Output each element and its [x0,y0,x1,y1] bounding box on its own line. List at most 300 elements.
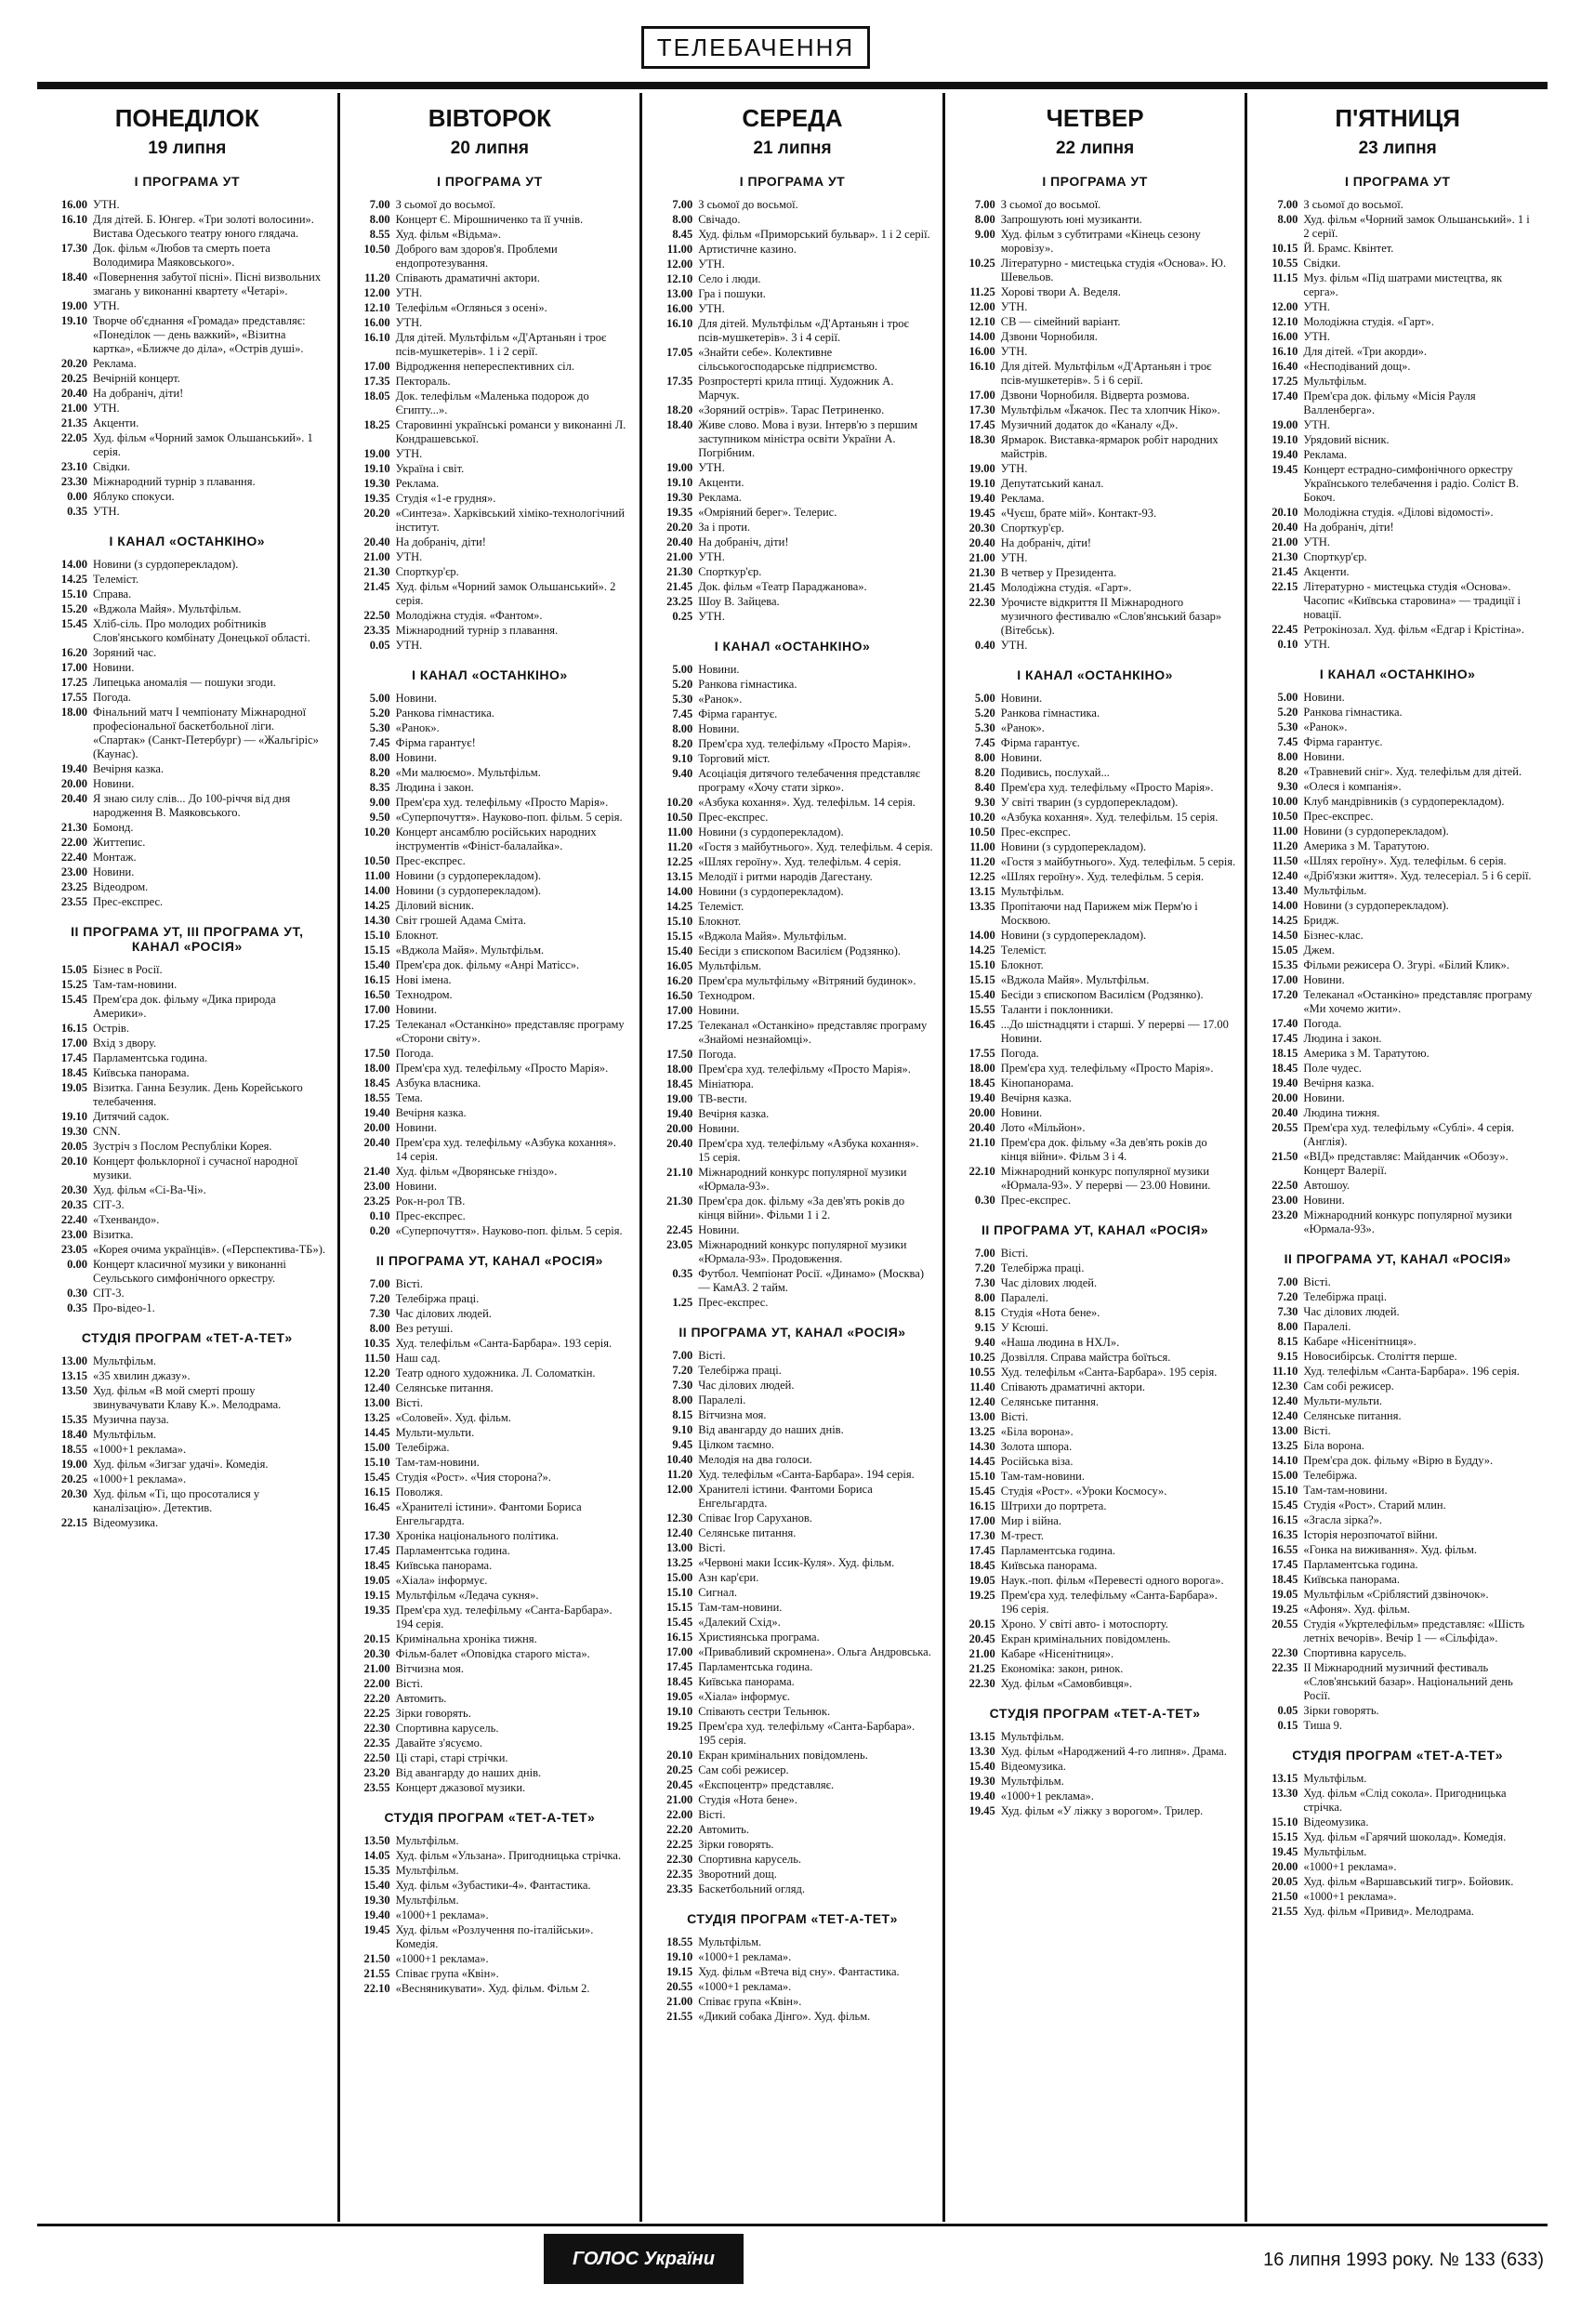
program-title: Вечірня казка. [1303,1076,1375,1089]
program-listing [1257,1905,1538,1919]
channel-heading: ІІ ПРОГРАМА УТ, ІІІ ПРОГРАМА УТ, КАНАЛ «РОСІЯ» [71,924,304,954]
program-time: 16.40 [1271,360,1298,373]
program-time: 22.35 [1271,1661,1298,1674]
program-title: Острів. [93,1022,129,1035]
program-title: Селянське питання. [1000,1395,1099,1408]
program-title: Там-там-новини. [93,978,178,991]
program-time: 18.25 [363,418,390,431]
program-title: Студія «Рост». «Уроки Космосу». [1000,1485,1167,1498]
program-title: УТН. [1303,535,1331,548]
program-listing [349,1864,631,1878]
program-time: 0.05 [1277,1704,1298,1717]
program-time: 21.00 [968,551,995,564]
program-time: 17.25 [666,1019,693,1032]
program-title: Співає група «Квін». [395,1967,499,1980]
program-title: Зірки говорять. [698,1838,774,1851]
program-listing [349,477,631,491]
program-time: 17.00 [60,661,87,674]
program-time: 15.35 [1271,958,1298,971]
program-listing [46,1487,328,1515]
program-time: 16.45 [968,1018,995,1031]
day-title: ВІВТОРОК [428,104,552,132]
program-title: ІІ Міжнародний музичний фестиваль «Слов'янський базар». Національний день Росії. [1303,1661,1513,1702]
program-time: 11.20 [1271,839,1298,852]
program-title: Вечірній концерт. [93,372,180,385]
program-title: Мультфільм. [93,1428,156,1441]
program-time: 17.45 [60,1051,87,1064]
program-listing [46,676,328,690]
program-listing [1257,1469,1538,1483]
program-time: 9.40 [974,1336,995,1349]
program-time: 7.30 [1277,1305,1298,1318]
program-title: Прем'єра худ. телефільму «Просто Марія». [698,1063,911,1076]
program-title: Прем'єра худ. телефільму «Азбука кохання». 15 серія. [698,1137,919,1164]
program-title: Прем'єра док. фільму «Вірю в Будду». [1303,1454,1494,1467]
program-listing [955,522,1236,535]
program-listing [46,1081,328,1109]
program-time: 15.15 [968,973,995,986]
program-time: 7.00 [369,198,390,211]
program-title: Телебіржа праці. [1000,1261,1085,1274]
program-title: СІТ-3. [93,1287,125,1300]
program-listing [652,722,933,736]
program-title: Худ. фільм «Самовбивця». [1000,1677,1133,1690]
program-title: Зворотний дощ. [698,1868,777,1881]
program-listing [46,792,328,820]
program-time: 5.20 [1277,706,1298,719]
program-listing [955,1351,1236,1365]
program-time: 18.45 [363,1559,390,1572]
program-time: 23.55 [60,895,87,908]
program-title: «Синтеза». Харківський хіміко-технологічний інститут. [395,507,626,534]
program-time: 11.40 [969,1380,995,1393]
program-time: 20.45 [666,1778,693,1791]
program-title: Мульти-мульти. [395,1426,475,1439]
program-title: Візитка. Ганна Безулик. День Корейського телебачення. [93,1081,303,1108]
program-time: 9.00 [369,796,390,809]
program-title: Фірма гарантує. [698,707,778,720]
program-listing [1257,1290,1538,1304]
program-listing [349,1879,631,1893]
program-title: Ретрокінозал. Худ. фільм «Едгар і Крістіна». [1303,623,1524,636]
program-time: 8.20 [369,766,390,779]
program-listing [349,692,631,706]
program-time: 19.15 [363,1589,390,1602]
program-listing [46,1037,328,1050]
program-title: УТН. [395,639,423,652]
program-listing [652,663,933,677]
program-time: 16.15 [363,1486,390,1499]
program-title: Мультфільм. [395,1894,459,1907]
program-listing [1257,1816,1538,1829]
program-title: Худ. фільм «Чорний замок Ольшанський». 1 і 2 серії. [1303,213,1530,240]
program-listing [955,781,1236,795]
program-listing [652,870,933,884]
program-listing [1257,1719,1538,1733]
program-listing [1257,418,1538,432]
program-listing [1257,944,1538,957]
program-title: На добраніч, діти! [395,535,486,548]
program-listing [955,1440,1236,1454]
program-title: Фінальний матч І чемпіонату Міжнародної професіональної баскетбольної ліги. «Спартак» (Санкт-Петербург) — «Жальгіріс» (Каунас). [93,706,319,760]
program-time: 16.10 [968,360,995,373]
program-time: 15.45 [60,993,87,1006]
day-date: 20 липня [450,139,529,158]
program-time: 21.30 [1271,550,1298,563]
program-time: 21.25 [968,1662,995,1675]
program-title: Відродження непереспективних сіл. [395,360,575,373]
program-time: 0.30 [67,1287,87,1300]
program-time: 7.20 [1277,1290,1298,1303]
program-listing [955,870,1236,884]
program-listing [349,1894,631,1908]
program-time: 15.45 [363,1471,390,1484]
program-listing [652,1468,933,1482]
program-time: 16.50 [363,988,390,1001]
program-time: 19.10 [1271,433,1298,446]
program-listing [349,1277,631,1291]
program-time: 10.00 [1271,795,1298,808]
program-listing [652,944,933,958]
program-time: 18.45 [1271,1062,1298,1075]
program-time: 23.35 [666,1882,693,1895]
program-listing [1257,1499,1538,1512]
day-title: ЧЕТВЕР [1046,104,1144,132]
program-listing [1257,750,1538,764]
program-time: 12.25 [666,855,693,868]
program-time: 13.15 [968,885,995,898]
program-time: 15.00 [1271,1469,1298,1482]
program-time: 18.45 [363,1076,390,1089]
program-time: 11.20 [666,840,693,853]
channel-heading: І КАНАЛ «ОСТАНКІНО» [109,534,266,548]
program-listing [652,1868,933,1882]
program-listing [955,766,1236,780]
program-time: 20.20 [60,357,87,370]
program-time: 17.55 [60,691,87,704]
program-listing [652,1838,933,1852]
program-listing [46,1443,328,1457]
program-listing [46,993,328,1021]
program-time: 12.40 [666,1526,693,1539]
program-time: 15.10 [363,929,390,942]
program-title: Історія нерозпочатої війни. [1303,1528,1438,1541]
program-listing [349,1662,631,1676]
program-title: Технодром. [395,988,453,1001]
program-time: 21.40 [363,1165,390,1178]
program-listing [652,1393,933,1407]
program-time: 19.00 [60,1458,87,1471]
program-time: 7.00 [1277,1275,1298,1288]
program-time: 16.55 [1271,1543,1298,1556]
program-title: Худ. фільм «Чорний замок Ольшанський». 2 серія. [395,580,616,607]
program-listing [1257,300,1538,314]
program-listing [955,1091,1236,1105]
program-title: Азбука власника. [395,1076,481,1089]
day-date: 19 липня [148,139,227,158]
program-title: Вечірня казка. [698,1107,770,1120]
program-title: Київська панорама. [395,1559,493,1572]
program-title: «Тхенвандо». [93,1213,160,1226]
program-listing [349,1367,631,1380]
program-time: 15.40 [363,1879,390,1892]
program-time: 18.45 [60,1066,87,1079]
program-listing [349,1589,631,1603]
program-time: 20.20 [666,521,693,534]
program-title: «Чуєш, брате мій». Контакт-93. [1000,507,1157,520]
program-time: 23.25 [666,595,693,608]
program-time: 17.45 [666,1660,693,1673]
program-listing [349,1751,631,1765]
program-listing [349,854,631,868]
program-time: 17.35 [666,375,693,388]
program-listing [652,752,933,766]
footer-rule [37,2224,1548,2226]
program-listing [46,617,328,645]
program-title: УТН. [698,610,725,623]
program-title: «1000+1 реклама». [1000,1789,1094,1802]
program-listing [46,213,328,241]
program-time: 21.00 [60,402,87,415]
program-time: 19.35 [363,1604,390,1617]
program-listing [46,821,328,835]
program-listing [955,958,1236,972]
program-time: 15.45 [666,1616,693,1629]
program-time: 17.25 [363,1018,390,1031]
program-title: Телеканал «Останкіно» представляє програму «Знайомі незнайомці». [698,1019,928,1046]
program-listing [349,1381,631,1395]
program-listing [46,895,328,909]
program-time: 5.20 [369,706,390,720]
program-time: 15.15 [666,930,693,943]
program-title: Мультфільм. [1303,1845,1367,1858]
program-title: Співає Ігор Саруханов. [698,1512,812,1525]
program-time: 22.50 [363,1751,390,1764]
program-title: Прем'єра худ. телефільму «Просто Марія». [698,737,911,750]
program-time: 17.00 [1271,973,1298,986]
day-column [945,93,1248,2222]
program-title: «1000+1 реклама». [1303,1890,1397,1903]
program-time: 5.00 [1277,691,1298,704]
program-title: Біла ворона. [1303,1439,1364,1452]
program-title: Студія «Укртелефільм» представляє: «Шість летніх вечорів». Вечір 1 — «Сільфіда». [1303,1618,1525,1644]
program-time: 9.15 [974,1321,995,1334]
program-title: УТН. [1000,551,1028,564]
program-listing [955,692,1236,706]
program-title: Й. Брамс. Квінтет. [1303,242,1394,255]
program-title: Новини. [395,692,437,705]
program-listing [652,1882,933,1896]
program-title: Телеканал «Останкіно» представляє програму «Сторони світу». [395,1018,625,1045]
program-time: 13.00 [1271,1424,1298,1437]
program-time: 12.00 [1271,300,1298,313]
program-listing [46,1051,328,1065]
program-title: Клуб мандрівників (з сурдоперекладом). [1303,795,1505,808]
program-listing [46,387,328,401]
program-listing [652,1267,933,1295]
day-date: 22 липня [1055,139,1135,158]
program-time: 0.15 [1277,1719,1298,1732]
program-title: Молодіжна студія. «Гарт». [1303,315,1434,328]
program-listing [955,1775,1236,1789]
program-time: 20.05 [1271,1875,1298,1888]
program-title: Урядовий вісник. [1303,433,1390,446]
program-listing [349,360,631,374]
program-time: 23.00 [1271,1194,1298,1207]
program-listing [652,1223,933,1237]
program-title: Парламентська година. [1303,1558,1418,1571]
program-time: 19.45 [1271,463,1298,476]
program-time: 19.40 [1271,448,1298,461]
program-time: 16.20 [666,974,693,987]
program-time: 15.55 [968,1003,995,1016]
program-time: 12.30 [666,1512,693,1525]
program-title: «Зоряний острів». Тарас Петриненко. [698,403,885,416]
program-time: 15.10 [968,958,995,971]
program-title: Вісті. [1000,1247,1029,1260]
program-listing [1257,375,1538,389]
program-title: Прес-експрес. [698,1296,769,1309]
program-time: 20.40 [968,536,995,549]
program-title: Бомонд. [93,821,134,834]
program-title: Новини. [93,661,135,674]
program-listing [955,360,1236,388]
program-title: Мелодія на два голоси. [698,1453,812,1466]
program-title: «Несподіваний дощ». [1303,360,1411,373]
program-listing [46,460,328,474]
program-listing [955,811,1236,825]
program-listing [652,1423,933,1437]
day-date: 21 липня [753,139,832,158]
program-time: 16.20 [60,646,87,659]
program-listing [652,461,933,475]
program-title: «Біла ворона». [1000,1425,1074,1438]
program-time: 15.10 [666,915,693,928]
program-listing [652,1995,933,2009]
channel-heading: ІІ ПРОГРАМА УТ, КАНАЛ «РОСІЯ» [981,1222,1209,1237]
program-listing [46,1369,328,1383]
program-time: 1.25 [672,1296,693,1309]
program-time: 11.20 [666,1468,693,1481]
program-time: 22.30 [363,1722,390,1735]
program-time: 5.00 [974,692,995,705]
program-title: Фірма гарантує! [395,736,476,749]
program-title: Прем'єра худ. телефільму «Просто Марія». [395,1062,609,1075]
program-time: 23.05 [666,1238,693,1251]
program-time: 13.00 [666,1541,693,1554]
program-title: Розпростерті крила птиці. Художник А. Марчук. [698,375,894,402]
program-listing [652,678,933,692]
program-time: 17.40 [1271,390,1298,403]
program-listing [1257,899,1538,913]
program-title: Яблуко спокуси. [93,490,175,503]
program-time: 15.45 [1271,1499,1298,1512]
program-time: 22.00 [60,836,87,849]
program-listing [1257,580,1538,622]
program-title: Мультфільм. [93,1354,156,1367]
day-title: ПОНЕДІЛОК [114,104,259,132]
program-title: Вітчизна моя. [698,1408,767,1421]
program-listing [1257,1032,1538,1046]
program-title: Вісті. [1000,1410,1029,1423]
program-time: 13.00 [60,1354,87,1367]
program-time: 16.15 [666,1631,693,1644]
program-title: Вхід з двору. [93,1037,157,1050]
program-listing [349,1195,631,1208]
program-listing [955,1618,1236,1631]
program-title: Прем'єра худ. телефільму «Сублі». 4 серія. (Англія). [1303,1121,1515,1148]
program-title: Літературно - мистецька студія «Основа». Часопис «Київська старовина» — традиції і новації. [1303,580,1522,621]
program-listing [1257,1830,1538,1844]
program-title: Селянське питання. [395,1381,494,1394]
program-time: 0.35 [67,505,87,518]
program-time: 20.20 [363,507,390,520]
program-listing [349,375,631,389]
program-time: 22.15 [1271,580,1298,593]
program-listing [46,706,328,761]
program-title: «Ранок». [395,721,440,734]
program-listing [46,242,328,270]
program-time: 23.25 [363,1195,390,1208]
program-time: 16.05 [666,959,693,972]
program-listing [652,1238,933,1266]
program-time: 5.00 [672,663,693,676]
program-listing [955,213,1236,227]
program-title: Концерт фольклорної і сучасної народної музики. [93,1155,298,1182]
program-title: Паралелі. [1000,1291,1048,1304]
program-time: 19.00 [968,462,995,475]
program-time: 13.15 [60,1369,87,1382]
program-title: Хорові твори А. Веделя. [1000,285,1121,298]
program-listing [1257,1646,1538,1660]
program-title: УТН. [93,198,120,211]
program-listing [349,1180,631,1194]
program-title: Світ грошей Адама Сміта. [395,914,526,927]
program-title: З сьомої до восьмої. [1000,198,1101,211]
program-listing [349,1471,631,1485]
program-listing [46,1384,328,1412]
program-title: Відеодром. [93,880,149,893]
program-listing [46,558,328,572]
program-title: Кінопанорама. [1000,1076,1074,1089]
program-listing [349,958,631,972]
program-time: 10.55 [1271,257,1298,270]
program-listing [652,1526,933,1540]
program-time: 23.20 [1271,1208,1298,1221]
program-title: На добраніч, діти! [93,387,184,400]
program-time: 21.55 [363,1967,390,1980]
program-time: 9.40 [672,767,693,780]
program-title: Тиша 9. [1303,1719,1343,1732]
program-time: 17.55 [968,1047,995,1060]
program-listing [1257,315,1538,329]
program-title: УТН. [93,299,120,312]
program-title: Спортивна карусель. [1303,1646,1407,1659]
program-title: Ярмарок. Виставка-ярмарок робіт народних майстрів. [1000,433,1219,460]
program-title: Вечірня казка. [395,1106,467,1119]
program-listing [652,1483,933,1511]
program-time: 16.35 [1271,1528,1298,1541]
program-title: УТН. [93,402,120,415]
program-title: «1000+1 реклама». [698,1980,792,1993]
program-listing [652,595,933,609]
program-title: Золота шпора. [1000,1440,1073,1453]
program-time: 8.00 [369,213,390,226]
program-title: «Суперпочуття». Науково-поп. фільм. 5 серія. [395,811,623,824]
program-title: Штрихи до портрета. [1000,1499,1107,1512]
program-listing [1257,765,1538,779]
program-time: 15.35 [363,1864,390,1877]
